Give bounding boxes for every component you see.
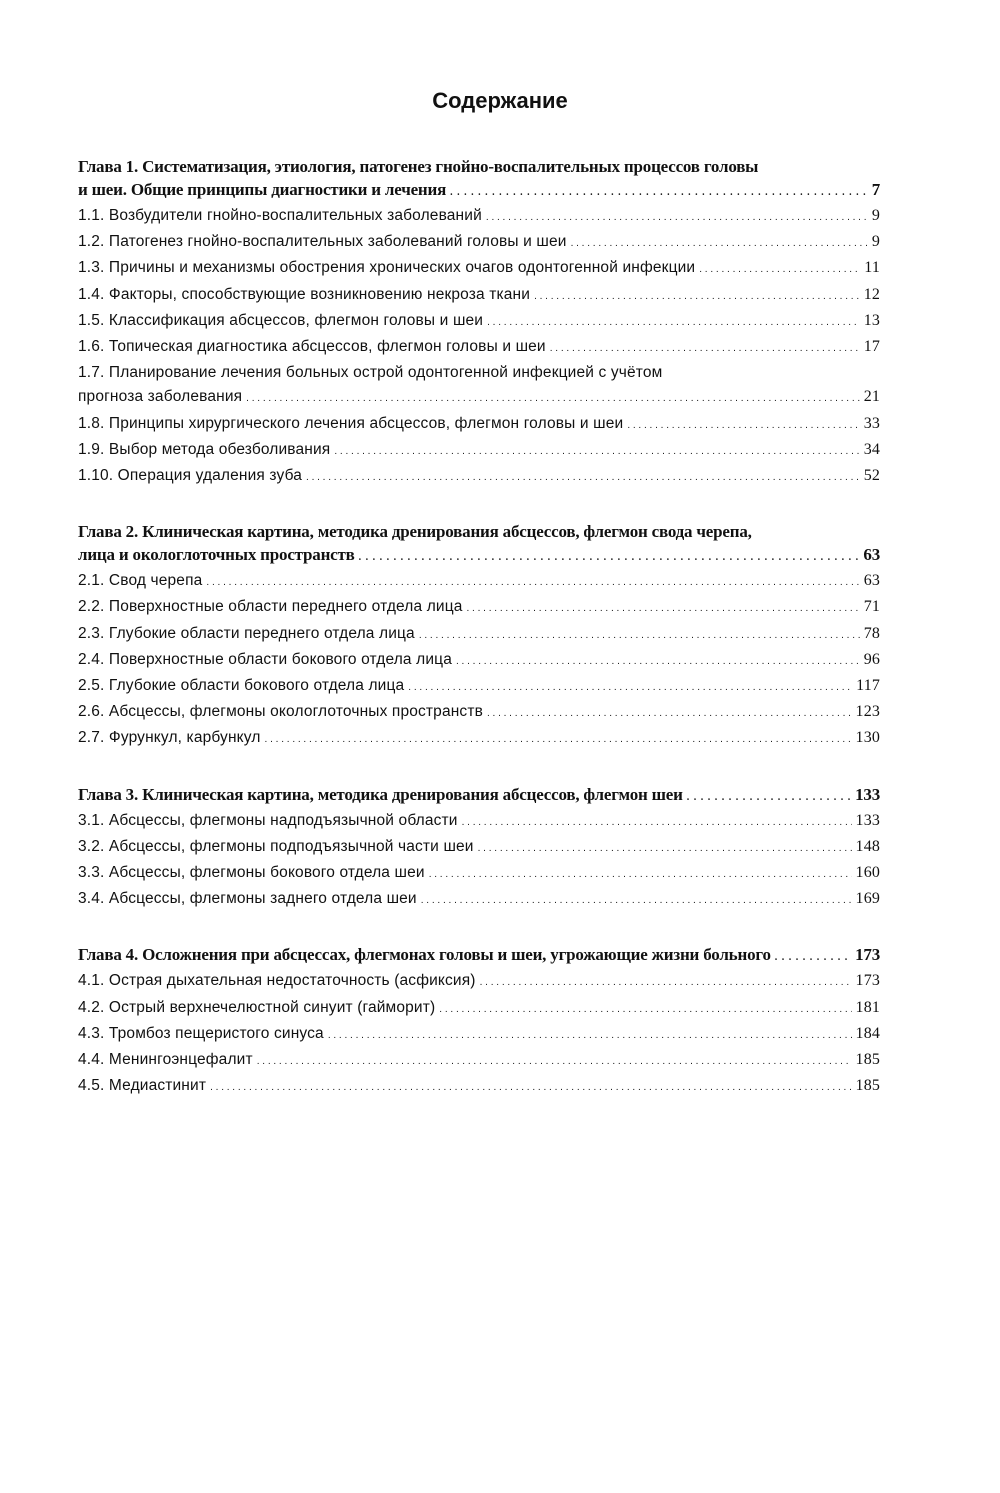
- toc-entry[interactable]: [78, 283, 880, 309]
- dot-leader: [534, 285, 860, 309]
- toc-entry[interactable]: [78, 887, 880, 913]
- entry-title: 1.1. Возбудители гнойно-воспалительных заболеваний: [78, 207, 482, 224]
- toc-entry[interactable]: [78, 309, 880, 335]
- toc-entry[interactable]: [78, 230, 880, 256]
- chapter-2: [78, 520, 880, 752]
- toc-entry[interactable]: [78, 861, 880, 887]
- entry-title: 1.7. Планирование лечения больных острой одонтогенной инфекцией с учётом: [78, 364, 663, 382]
- page-number: 185: [855, 1077, 880, 1095]
- toc-entry[interactable]: [78, 969, 880, 995]
- entry-title: 3.1. Абсцессы, флегмоны надподъязычной области: [78, 811, 458, 829]
- dot-leader: [467, 597, 860, 621]
- page-number: 9: [871, 233, 880, 251]
- dot-leader: [456, 650, 860, 674]
- page-title: Содержание: [432, 88, 568, 113]
- entry-title: 2.1. Свод черепа: [78, 572, 203, 590]
- toc-entry[interactable]: [78, 412, 880, 438]
- dot-leader: [334, 440, 859, 464]
- dot-leader: [206, 571, 859, 595]
- entry-title: 2.6. Абсцессы, флегмоны окологлоточных пространств: [78, 703, 483, 721]
- toc-entry[interactable]: [78, 256, 880, 282]
- toc-entry[interactable]: [78, 335, 880, 361]
- dot-leader: [328, 1024, 852, 1048]
- dot-leader: [450, 181, 868, 204]
- entry-title: 1.3. Причины и механизмы обострения хронических очагов одонтогенной инфекции: [78, 259, 696, 277]
- entry-title: 4.3. Тромбоз пещеристого синуса: [78, 1024, 324, 1042]
- dot-leader: [421, 889, 852, 913]
- chapter-heading[interactable]: [78, 520, 880, 569]
- dot-leader: [210, 1076, 851, 1100]
- dot-leader: [571, 232, 868, 256]
- dot-leader: [265, 728, 852, 752]
- dot-leader: [429, 863, 852, 887]
- entry-title: 1.10. Операция удаления зуба: [78, 467, 303, 485]
- toc-entry[interactable]: [78, 622, 880, 648]
- dot-leader: [439, 998, 851, 1022]
- entry-title: 3.2. Абсцессы, флегмоны подподъязычной части шеи: [78, 837, 474, 855]
- toc-entry[interactable]: [78, 361, 880, 411]
- entry-title: 2.4. Поверхностные области бокового отдела лица: [78, 650, 452, 668]
- page-number: 12: [863, 285, 880, 303]
- page-number: 71: [863, 598, 880, 616]
- chapter-3: [78, 783, 880, 914]
- page-number: 96: [863, 650, 880, 668]
- page-number: 173: [855, 972, 880, 990]
- entry-title: 1.6. Топическая диагностика абсцессов, флегмон головы и шеи: [78, 338, 546, 356]
- entry-title: 4.4. Менингоэнцефалит: [78, 1051, 253, 1069]
- dot-leader: [246, 387, 860, 411]
- page-number: 78: [863, 624, 880, 642]
- page-number: 52: [863, 467, 880, 485]
- toc-entry[interactable]: [78, 835, 880, 861]
- table-of-contents: [78, 155, 880, 1130]
- chapter-title-line: и шеи. Общие принципы диагностики и лечения: [78, 180, 447, 199]
- entry-title: 2.7. Фурункул, карбункул: [78, 729, 261, 747]
- page-number: 33: [863, 414, 880, 432]
- toc-entry[interactable]: [78, 438, 880, 464]
- toc-entry[interactable]: [78, 1048, 880, 1074]
- dot-leader: [257, 1050, 852, 1074]
- dot-leader: [306, 466, 860, 490]
- entry-title: 1.9. Выбор метода обезболивания: [78, 440, 331, 458]
- entry-title: 4.2. Острый верхнечелюстной синуит (гайморит): [78, 998, 436, 1016]
- page-number: 181: [855, 998, 880, 1016]
- page-number: 160: [855, 864, 880, 882]
- chapter-4: [78, 943, 880, 1100]
- page-number: 63: [863, 572, 880, 590]
- dot-leader: [627, 414, 859, 438]
- dot-leader: [478, 837, 852, 861]
- entry-title: 4.5. Медиастинит: [78, 1077, 207, 1095]
- toc-entry[interactable]: [78, 700, 880, 726]
- page-number: 9: [871, 207, 880, 224]
- page-number: 169: [855, 890, 880, 908]
- page-number: 130: [855, 729, 880, 747]
- chapter-title-line: Глава 1. Систематизация, этиология, патогенез гнойно-воспалительных процессов головы: [78, 157, 759, 176]
- dot-leader: [408, 676, 852, 700]
- toc-entry[interactable]: [78, 464, 880, 490]
- entry-title: 1.4. Факторы, способствующие возникновению некроза ткани: [78, 285, 531, 303]
- toc-entry[interactable]: [78, 996, 880, 1022]
- page-number: 7: [871, 180, 880, 199]
- entry-title: 1.5. Классификация абсцессов, флегмон головы и шеи: [78, 311, 484, 329]
- dot-leader: [359, 546, 860, 569]
- chapter-heading[interactable]: [78, 783, 880, 809]
- page-number: 117: [856, 677, 880, 695]
- entry-title: 3.4. Абсцессы, флегмоны заднего отдела шеи: [78, 890, 417, 908]
- dot-leader: [550, 337, 860, 361]
- page-number: 21: [863, 388, 880, 406]
- toc-entry[interactable]: [78, 1022, 880, 1048]
- page-number: 133: [855, 811, 880, 829]
- chapter-title-line: лица и окологлоточных пространств: [78, 545, 355, 565]
- dot-leader: [480, 971, 852, 995]
- dot-leader: [775, 946, 851, 969]
- page-number: 123: [855, 703, 880, 721]
- chapter-title-line: Глава 4. Осложнения при абсцессах, флегмонах головы и шеи, угрожающие жизни больного: [78, 945, 771, 965]
- page-number: 34: [863, 440, 880, 458]
- dot-leader: [486, 206, 868, 230]
- entry-title: 2.3. Глубокие области переднего отдела лица: [78, 624, 415, 642]
- page-number: 133: [855, 784, 880, 804]
- entry-title: 1.8. Принципы хирургического лечения абсцессов, флегмон головы и шеи: [78, 414, 624, 432]
- toc-entry[interactable]: [78, 595, 880, 621]
- toc-entry[interactable]: [78, 726, 880, 752]
- toc-entry[interactable]: [78, 809, 880, 835]
- toc-entry[interactable]: [78, 569, 880, 595]
- dot-leader: [462, 811, 852, 835]
- toc-entry[interactable]: [78, 204, 880, 230]
- toc-entry[interactable]: [78, 674, 880, 700]
- chapter-1: [78, 155, 880, 490]
- dot-leader: [699, 258, 860, 282]
- entry-title: 4.1. Острая дыхательная недостаточность (асфиксия): [78, 972, 476, 990]
- entry-title: 2.5. Глубокие области бокового отдела лица: [78, 677, 405, 695]
- dot-leader: [419, 624, 860, 648]
- page-number: 148: [855, 837, 880, 855]
- page-number: 184: [855, 1024, 880, 1042]
- dot-leader: [687, 786, 851, 809]
- dot-leader: [487, 702, 852, 726]
- chapter-heading[interactable]: [78, 943, 880, 969]
- page-number: 63: [863, 545, 880, 565]
- page-number: 13: [863, 311, 880, 329]
- toc-entry[interactable]: [78, 648, 880, 674]
- chapter-title-line: Глава 3. Клиническая картина, методика дренирования абсцессов, флегмон шеи: [78, 784, 683, 804]
- toc-entry[interactable]: [78, 1074, 880, 1100]
- chapter-heading[interactable]: [78, 155, 880, 204]
- page-number: 173: [855, 945, 880, 965]
- entry-title: 1.2. Патогенез гнойно-воспалительных заболеваний головы и шеи: [78, 233, 567, 251]
- entry-title: прогноза заболевания: [78, 388, 243, 406]
- entry-title: 2.2. Поверхностные области переднего отдела лица: [78, 598, 463, 616]
- dot-leader: [487, 311, 860, 335]
- chapter-title-line: Глава 2. Клиническая картина, методика дренирования абсцессов, флегмон свода черепа,: [78, 522, 752, 542]
- page-number: 17: [863, 338, 880, 356]
- page-number: 11: [864, 259, 880, 277]
- entry-title: 3.3. Абсцессы, флегмоны бокового отдела шеи: [78, 864, 425, 882]
- page-number: 185: [855, 1051, 880, 1069]
